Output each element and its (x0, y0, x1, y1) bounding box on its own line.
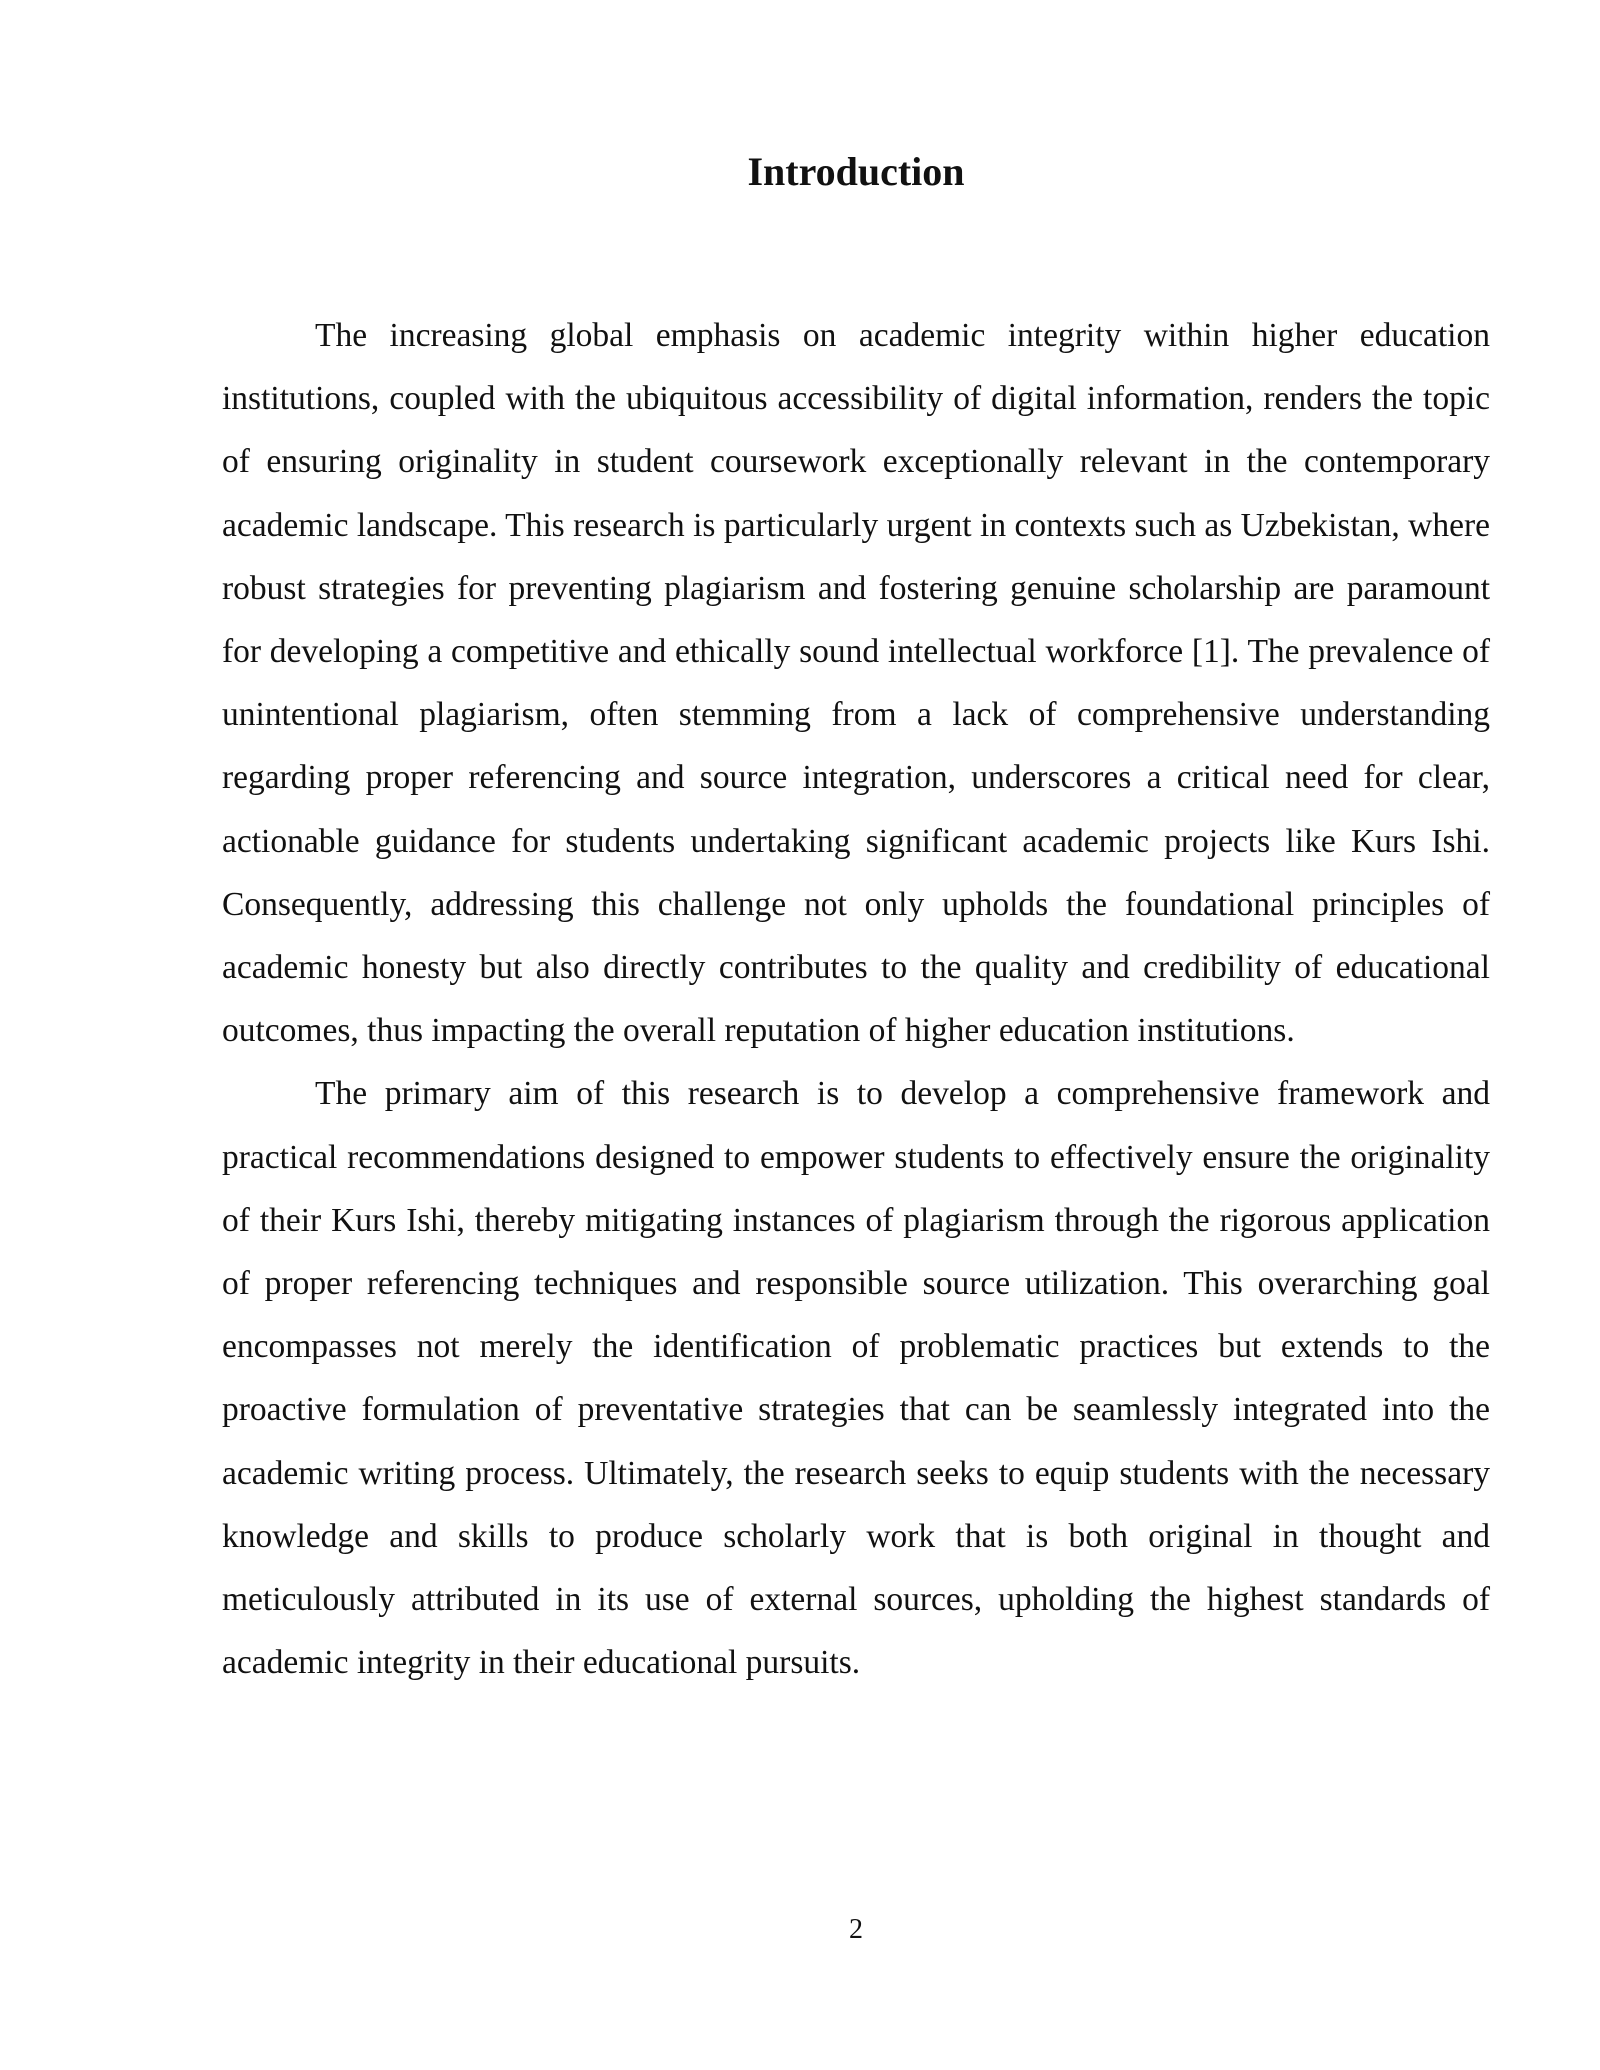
page-number: 2 (849, 1914, 863, 1945)
body-text (222, 304, 1490, 1694)
page-title: Introduction (747, 149, 965, 194)
paragraph-1: The increasing global emphasis on academic integrity within higher education institutions, coupled with the ubiquitous accessibility of digital information, renders the topic of ensuring originality in student coursework exceptionally relevant in the contemporary academic landscape. This research is particularly urgent in contexts such as Uzbekistan, where robust strategies for preventing plagiarism and fostering genuine scholarship are paramount for developing a competitive and ethically sound intellectual workforce [1]. The prevalence of unintentional plagiarism, often stemming from a lack of comprehensive understanding regarding proper referencing and source integration, underscores a critical need for clear, actionable guidance for students undertaking significant academic projects like Kurs Ishi. Consequently, addressing this challenge not only upholds the foundational principles of academic honesty but also directly contributes to the quality and credibility of educational outcomes, thus impacting the overall reputation of higher education institutions. (222, 317, 1490, 1050)
paragraph-2: The primary aim of this research is to develop a comprehensive framework and practical recommendations designed to empower students to effectively ensure the originality of their Kurs Ishi, thereby mitigating instances of plagiarism through the rigorous application of proper referencing techniques and responsible source utilization. This overarching goal encompasses not merely the identification of problematic practices but extends to the proactive formulation of preventative strategies that can be seamlessly integrated into the academic writing process. Ultimately, the research seeks to equip students with the necessary knowledge and skills to produce scholarly work that is both original in thought and meticulously attributed in its use of external sources, upholding the highest standards of academic integrity in their educational pursuits. (222, 1075, 1490, 1682)
